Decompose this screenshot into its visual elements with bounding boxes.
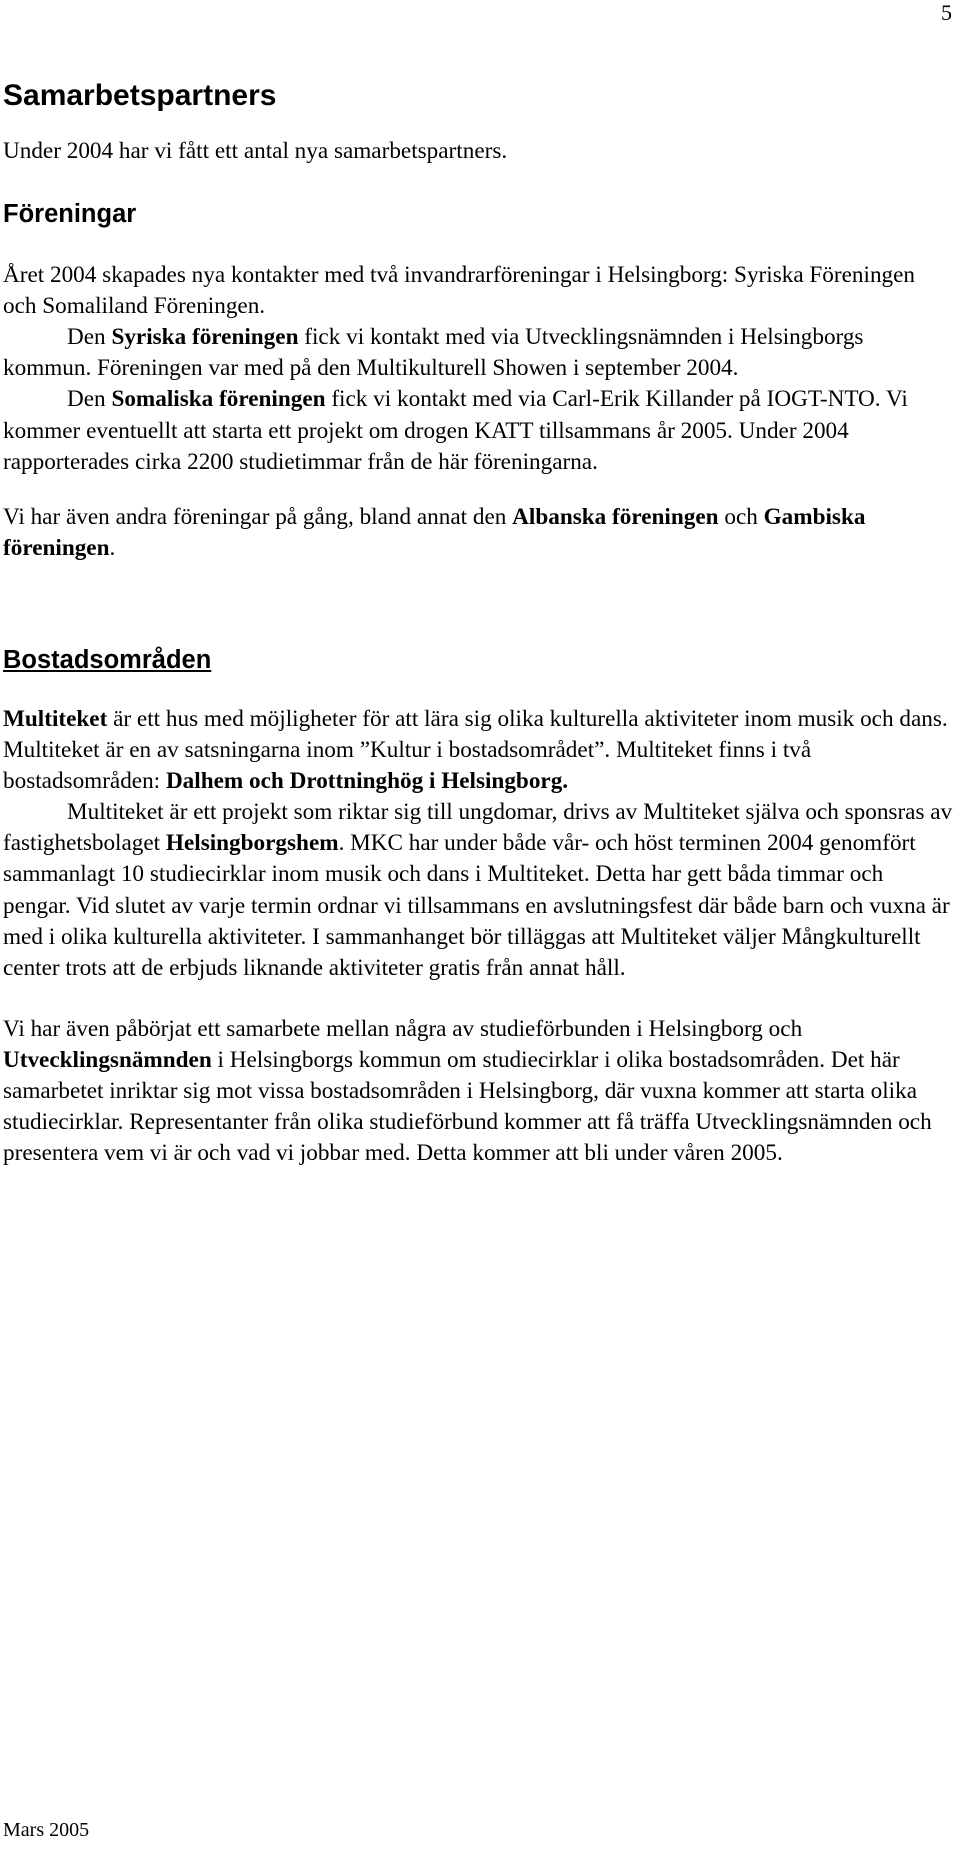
- foreningar-paragraph-2: [3, 322, 953, 384]
- text-run: fick vi kontakt med via Carl-Erik Killander på IOGT-NTO. Vi kommer eventuellt att starta ett projekt om drogen KATT tillsammans år 2005. Under 2004 rapporterades cirka 2200 studietimmar från de här föreningarna.: [3, 386, 908, 475]
- bold-multiteket: Multiteket: [3, 705, 108, 732]
- bold-gambiska-foreningen: Gambiska föreningen: [3, 503, 866, 561]
- text-run: . MKC har under både vår- och höst terminen 2004 genomfört sammanlagt 10 studiecirklar inom musik och dans i Multiteket. Detta har gett båda timmar och pengar. Vid slutet av varje termin ordnar vi tillsammans en avslutningsfest där både barn och vuxna är med i olika kulturella aktiviteter. I sammanhanget bör tilläggas att Multiteket väljer Mångkulturellt center trots att de erbjuds liknande aktiviteter gratis från annat håll.: [3, 830, 950, 981]
- foreningar-paragraph-1: Året 2004 skapades nya kontakter med två invandrarföreningar i Helsingborg: Syriska Föreningen och Somaliland Föreningen.: [3, 262, 916, 320]
- text-run: .: [109, 534, 116, 561]
- text-run: Den: [67, 324, 112, 351]
- bold-helsingborgshem: Helsingborgshem: [165, 830, 339, 857]
- bold-utvecklingsnamnden: Utvecklingsnämnden: [3, 1046, 212, 1073]
- section-heading-foreningar: Föreningar: [3, 200, 137, 229]
- footer-date: Mars 2005: [3, 1819, 90, 1841]
- intro-paragraph: Under 2004 har vi fått ett antal nya samarbetspartners.: [3, 138, 508, 164]
- bostadsomraden-paragraph-3: [3, 1014, 953, 1169]
- bostadsomraden-paragraph-2: [3, 797, 953, 984]
- page-number: 5: [941, 0, 952, 25]
- bold-albanska-foreningen: Albanska föreningen: [512, 503, 719, 530]
- foreningar-paragraph-3: [3, 384, 953, 477]
- text-run: och: [718, 503, 764, 530]
- bold-syriska-foreningen: Syriska föreningen: [111, 324, 299, 351]
- text-run: fick vi kontakt med via Utvecklingsnämnden i Helsingborgs kommun. Föreningen var med på den Multikulturell Showen i september 2004.: [3, 324, 864, 382]
- document-body: [3, 78, 953, 1169]
- text-run: Vi har även andra föreningar på gång, bland annat den: [3, 503, 513, 530]
- text-run: Vi har även påbörjat ett samarbete mellan några av studieförbunden i Helsingborg och: [3, 1015, 803, 1042]
- bold-somaliska-foreningen: Somaliska föreningen: [111, 386, 326, 413]
- bostadsomraden-paragraph-1: [3, 704, 953, 797]
- text-run: Den: [67, 386, 112, 413]
- foreningar-paragraph-4: [3, 502, 953, 564]
- bold-dalhem-drottninghog: Dalhem och Drottninghög i Helsingborg.: [165, 768, 569, 795]
- text-run: i Helsingborgs kommun om studiecirklar i olika bostadsområden. Det här samarbetet inriktar sig mot vissa bostadsområden i Helsingborg, där vuxna kommer att starta olika studiecirklar. Representanter från olika studieförbund kommer att få träffa Utvecklingsnämnden och presentera vem vi är och vad vi jobbar med. Detta kommer att bli under våren 2005.: [3, 1046, 932, 1167]
- page-title: Samarbetspartners: [3, 79, 277, 112]
- text-run: är ett hus med möjligheter för att lära sig olika kulturella aktiviteter inom musik och dans. Multiteket är en av satsningarna inom ”Kultur i bostadsområdet”. Multiteket finns i två bostadsområden:: [3, 705, 948, 795]
- section-heading-bostadsomraden: Bostadsområden: [3, 645, 212, 674]
- text-run: Multiteket är ett projekt som riktar sig till ungdomar, drivs av Multiteket själva och sponsras av fastighetsbolaget: [3, 799, 953, 857]
